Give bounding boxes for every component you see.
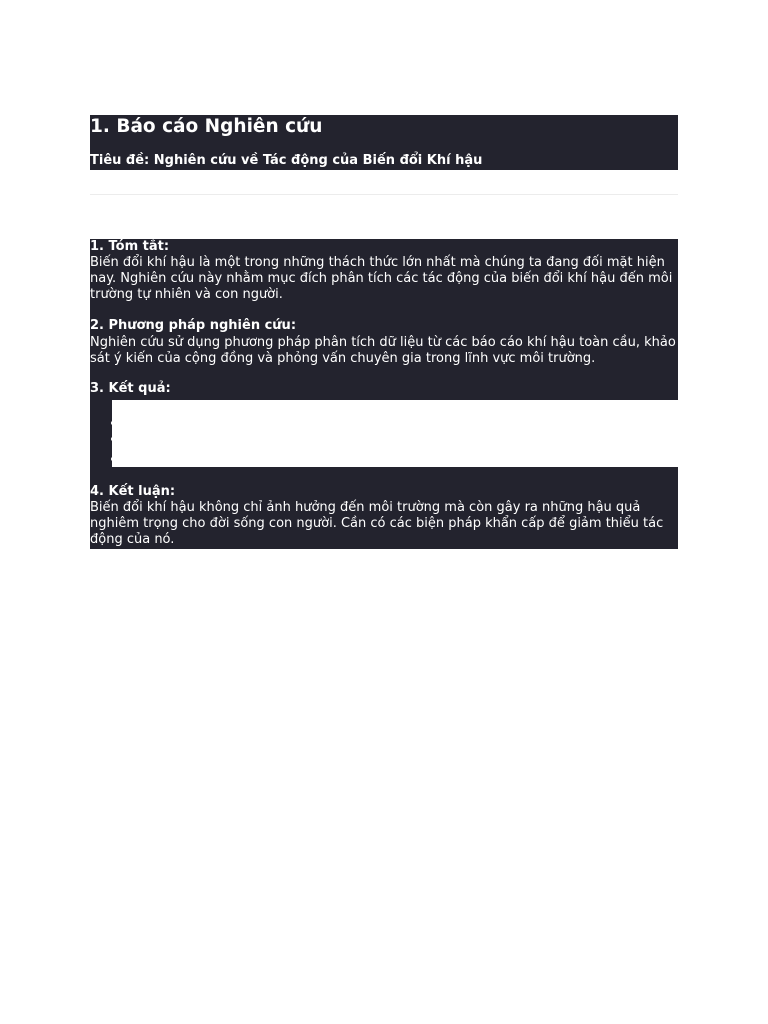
list-item-text: Tăng nhiệt độ trung bình toàn cầu. xyxy=(135,415,362,430)
method-heading: 2. Phương pháp nghiên cứu: xyxy=(90,318,297,333)
list-item-text: Tác động đến sinh kế của người dân ở các khu vực ven biển. xyxy=(135,451,527,466)
report-body xyxy=(90,239,678,549)
conclusion-heading: 4. Kết luận: xyxy=(90,484,176,499)
page-title: 1. Báo cáo Nghiên cứu xyxy=(90,116,323,137)
list-item-text: Tăng cường hiện tượng thời tiết cực đoan. xyxy=(135,431,408,446)
conclusion-text: Biến đổi khí hậu không chỉ ảnh hưởng đến môi trường mà còn gây ra những hậu quả nghiêm trọng cho đời sống con người. Cần có các biện pháp khẩn cấp để giảm thiểu tác động của nó. xyxy=(90,500,664,547)
method-text: Nghiên cứu sử dụng phương pháp phân tích dữ liệu từ các báo cáo khí hậu toàn cầu, khảo sát ý kiến của cộng đồng và phỏng vấn chuyên gia trong lĩnh vực môi trường. xyxy=(90,335,676,366)
list-item xyxy=(90,450,678,468)
bullet-icon xyxy=(111,437,115,441)
report-header xyxy=(90,115,678,170)
bullet-icon xyxy=(111,457,115,461)
divider xyxy=(90,194,678,195)
report-subtitle: Tiêu đề: Nghiên cứu về Tác động của Biến đổi Khí hậu xyxy=(90,153,483,168)
results-heading: 3. Kết quả: xyxy=(90,381,171,396)
list-item xyxy=(90,430,678,448)
summary-heading: 1. Tóm tắt: xyxy=(90,239,170,254)
bullet-icon xyxy=(111,421,115,425)
summary-text: Biến đổi khí hậu là một trong những thách thức lớn nhất mà chúng ta đang đối mặt hiện nay. Nghiên cứu này nhằm mục đích phân tích các tác động của biến đổi khí hậu đến môi trường tự nhiên và con người. xyxy=(90,255,673,302)
